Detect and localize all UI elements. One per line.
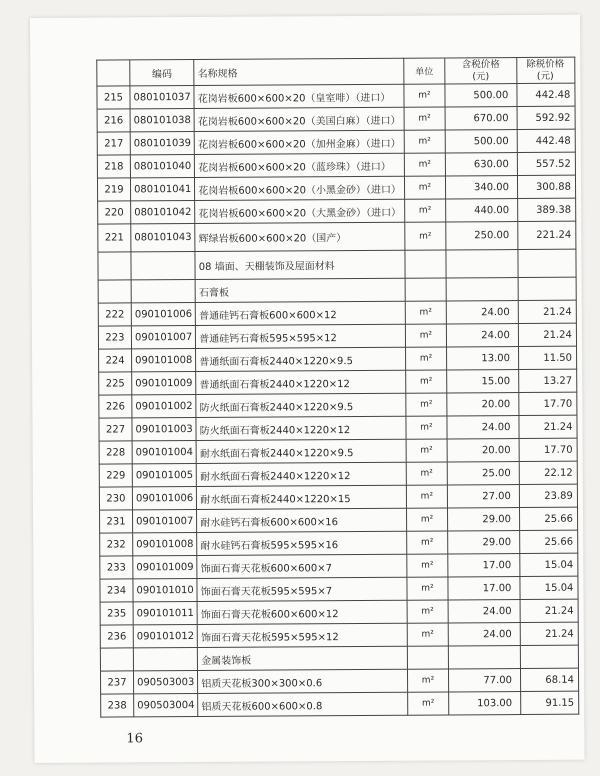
table-row <box>97 175 575 201</box>
item-code: 080101037 <box>130 85 194 108</box>
table-row <box>100 668 578 694</box>
section-price-notax-cell <box>518 249 576 277</box>
section-row <box>100 645 578 671</box>
item-code: 090101011 <box>133 601 197 624</box>
section-index-cell <box>100 648 133 671</box>
row-index: 225 <box>99 372 132 395</box>
section-unit-cell <box>405 278 446 301</box>
price-with-tax: 27.00 <box>447 485 519 508</box>
item-unit: m² <box>404 130 445 153</box>
item-unit: m² <box>406 370 447 393</box>
table-row <box>101 691 579 717</box>
item-name: 饰面石膏天花板600×600×7 <box>197 554 407 578</box>
table-row <box>98 300 576 326</box>
price-with-tax: 29.00 <box>448 531 520 554</box>
header-price-notax-line1: 除税价格 <box>526 58 565 70</box>
row-index: 231 <box>100 510 133 533</box>
table-row <box>99 369 577 395</box>
item-name: 普通纸面石膏板2440×1220×9.5 <box>196 347 406 371</box>
item-unit: m² <box>406 485 447 508</box>
price-without-tax: 557.52 <box>517 152 575 175</box>
row-index: 236 <box>100 625 133 648</box>
price-with-tax: 13.00 <box>446 347 518 370</box>
table-row <box>100 576 578 602</box>
item-name: 花岗岩板600×600×20（蓝珍珠）（进口） <box>195 153 405 177</box>
item-code: 090101007 <box>133 509 197 532</box>
item-name: 耐水硅钙石膏板595×595×16 <box>197 531 407 555</box>
section-price-tax-cell <box>446 278 518 301</box>
item-unit: m² <box>404 84 445 107</box>
price-with-tax: 24.00 <box>448 623 520 646</box>
item-name: 铝质天花板300×300×0.6 <box>198 669 408 693</box>
item-unit: m² <box>407 623 448 646</box>
table-row <box>99 346 577 372</box>
item-unit: m² <box>407 577 448 600</box>
table-header-row <box>97 57 575 86</box>
price-without-tax: 17.70 <box>519 438 577 461</box>
row-index: 235 <box>100 602 133 625</box>
item-code: 080101043 <box>131 223 195 251</box>
price-with-tax: 340.00 <box>445 176 517 199</box>
item-code: 090101006 <box>132 486 196 509</box>
item-code: 080101042 <box>131 200 195 223</box>
price-without-tax: 21.24 <box>520 599 578 622</box>
price-with-tax: 103.00 <box>449 692 521 715</box>
row-index: 230 <box>99 487 132 510</box>
item-code: 080101039 <box>130 131 194 154</box>
item-name: 耐水纸面石膏板2440×1220×9.5 <box>196 439 406 463</box>
item-unit: m² <box>407 600 448 623</box>
item-name: 花岗岩板600×600×20（美国白麻）（进口） <box>194 107 404 131</box>
item-code: 090101009 <box>133 555 197 578</box>
section-index-cell <box>98 252 131 280</box>
table-row <box>98 323 576 349</box>
item-unit: m² <box>406 508 447 531</box>
table-row <box>100 507 578 533</box>
item-code: 090101008 <box>132 348 196 371</box>
item-code: 090101010 <box>133 578 197 601</box>
table-row <box>98 198 576 224</box>
section-index-cell <box>98 280 131 303</box>
header-unit: 单位 <box>404 58 445 84</box>
item-code: 090503004 <box>134 693 198 716</box>
row-index: 237 <box>100 671 133 694</box>
price-without-tax: 23.89 <box>519 484 577 507</box>
price-with-tax: 24.00 <box>447 416 519 439</box>
table-row <box>99 392 577 418</box>
section-title: 石膏板 <box>195 278 405 302</box>
price-with-tax: 24.00 <box>446 324 518 347</box>
item-name: 普通硅钙石膏板595×595×12 <box>196 324 406 348</box>
price-with-tax: 500.00 <box>445 84 517 107</box>
table-row <box>98 221 576 252</box>
section-price-notax-cell <box>520 645 578 668</box>
price-with-tax: 25.00 <box>447 462 519 485</box>
table-row <box>97 152 575 178</box>
table-row <box>100 622 578 648</box>
item-code: 090101003 <box>132 417 196 440</box>
row-index: 227 <box>99 418 132 441</box>
price-with-tax: 15.00 <box>447 370 519 393</box>
item-code: 090101006 <box>131 302 195 325</box>
price-without-tax: 21.24 <box>519 415 577 438</box>
price-without-tax: 389.38 <box>518 198 576 221</box>
price-without-tax: 221.24 <box>518 221 576 249</box>
section-price-tax-cell <box>446 250 518 278</box>
item-unit: m² <box>404 176 445 199</box>
row-index: 216 <box>97 109 130 132</box>
price-without-tax: 21.24 <box>518 323 576 346</box>
item-code: 090101008 <box>133 532 197 555</box>
table-body <box>97 83 579 717</box>
item-unit: m² <box>405 301 446 324</box>
price-without-tax: 21.24 <box>520 622 578 645</box>
section-title: 08 墙面、天棚装饰及屋面材料 <box>195 250 405 279</box>
item-name: 辉绿岩板600×600×20（国产） <box>195 222 405 251</box>
row-index: 229 <box>99 464 132 487</box>
item-unit: m² <box>405 222 446 250</box>
row-index: 228 <box>99 441 132 464</box>
header-price-tax-line1: 含税价格 <box>461 58 500 70</box>
item-name: 耐水纸面石膏板2440×1220×15 <box>197 485 407 509</box>
price-with-tax: 29.00 <box>447 508 519 531</box>
item-name: 普通纸面石膏板2440×1220×12 <box>196 370 406 394</box>
item-name: 铝质天花板600×600×0.8 <box>198 692 408 716</box>
section-title: 金属装饰板 <box>198 646 408 670</box>
document-page <box>30 15 585 763</box>
item-name: 饰面石膏天花板595×595×7 <box>197 577 407 601</box>
price-without-tax: 15.04 <box>520 576 578 599</box>
row-index: 221 <box>98 224 131 252</box>
table-row <box>97 129 575 155</box>
row-index: 238 <box>101 694 134 717</box>
section-code-cell <box>131 279 195 302</box>
item-code: 090101012 <box>133 624 197 647</box>
header-index <box>97 60 130 86</box>
price-without-tax: 25.66 <box>519 507 577 530</box>
price-with-tax: 17.00 <box>448 577 520 600</box>
item-unit: m² <box>405 199 446 222</box>
item-unit: m² <box>407 669 448 692</box>
price-with-tax: 670.00 <box>445 107 517 130</box>
price-with-tax: 20.00 <box>447 439 519 462</box>
item-code: 090101009 <box>132 371 196 394</box>
table-row <box>99 415 577 441</box>
item-name: 耐水纸面石膏板2440×1220×12 <box>196 462 406 486</box>
price-without-tax: 442.48 <box>517 129 575 152</box>
section-price-notax-cell <box>518 277 576 300</box>
price-with-tax: 20.00 <box>447 393 519 416</box>
item-code: 080101041 <box>130 177 194 200</box>
section-code-cell <box>133 647 197 670</box>
table-row <box>100 599 578 625</box>
item-name: 防火纸面石膏板2440×1220×9.5 <box>196 393 406 417</box>
price-without-tax: 15.04 <box>520 553 578 576</box>
price-with-tax: 24.00 <box>446 301 518 324</box>
table-row <box>97 106 575 132</box>
price-without-tax: 68.14 <box>520 668 578 691</box>
table-row <box>99 484 577 510</box>
row-index: 217 <box>97 132 130 155</box>
row-index: 222 <box>98 303 131 326</box>
item-unit: m² <box>404 153 445 176</box>
item-name: 花岗岩板600×600×20（加州金麻）（进口） <box>194 130 404 154</box>
price-with-tax: 17.00 <box>448 554 520 577</box>
item-name: 花岗岩板600×600×20（小黑金砂）（进口） <box>195 176 405 200</box>
row-index: 233 <box>100 556 133 579</box>
price-table <box>96 57 579 718</box>
price-without-tax: 13.27 <box>519 369 577 392</box>
item-unit: m² <box>408 692 449 715</box>
item-name: 饰面石膏天花板595×595×12 <box>197 623 407 647</box>
item-unit: m² <box>406 439 447 462</box>
item-unit: m² <box>407 554 448 577</box>
price-with-tax: 77.00 <box>448 669 520 692</box>
price-with-tax: 630.00 <box>445 153 517 176</box>
price-without-tax: 91.15 <box>521 691 579 714</box>
section-unit-cell <box>407 646 448 669</box>
page-number: 16 <box>126 731 143 747</box>
section-code-cell <box>131 251 195 279</box>
item-name: 防火纸面石膏板2440×1220×12 <box>196 416 406 440</box>
header-price-notax <box>517 57 575 83</box>
table-row <box>99 438 577 464</box>
price-without-tax: 442.48 <box>517 83 575 106</box>
item-code: 090101007 <box>131 325 195 348</box>
item-name: 饰面石膏天花板600×600×12 <box>197 600 407 624</box>
item-code: 090101002 <box>132 394 196 417</box>
item-code: 090503003 <box>133 670 197 693</box>
item-name: 普通硅钙石膏板600×600×12 <box>196 301 406 325</box>
header-name: 名称规格 <box>194 58 404 85</box>
header-code: 编码 <box>130 59 194 85</box>
item-name: 花岗岩板600×600×20（皇室啡）（进口） <box>194 84 404 108</box>
table-row <box>99 461 577 487</box>
item-unit: m² <box>406 416 447 439</box>
item-unit: m² <box>404 107 445 130</box>
item-unit: m² <box>405 347 446 370</box>
row-index: 226 <box>99 395 132 418</box>
section-row <box>98 277 576 303</box>
table-row <box>100 553 578 579</box>
row-index: 234 <box>100 579 133 602</box>
item-code: 090101004 <box>132 440 196 463</box>
section-unit-cell <box>405 250 446 278</box>
row-index: 232 <box>100 533 133 556</box>
item-unit: m² <box>407 531 448 554</box>
row-index: 220 <box>98 201 131 224</box>
row-index: 224 <box>99 349 132 372</box>
table-row <box>100 530 578 556</box>
item-unit: m² <box>405 324 446 347</box>
item-code: 080101040 <box>130 154 194 177</box>
price-without-tax: 21.24 <box>518 300 576 323</box>
header-price-tax <box>445 58 517 84</box>
price-without-tax: 25.66 <box>520 530 578 553</box>
section-price-tax-cell <box>448 646 520 669</box>
price-with-tax: 250.00 <box>446 222 518 250</box>
price-with-tax: 500.00 <box>445 130 517 153</box>
header-price-notax-line2: (元) <box>536 70 554 82</box>
item-name: 耐水硅钙石膏板600×600×16 <box>197 508 407 532</box>
row-index: 219 <box>97 178 130 201</box>
price-with-tax: 440.00 <box>446 199 518 222</box>
item-name: 花岗岩板600×600×20（大黑金砂）（进口） <box>195 199 405 223</box>
item-unit: m² <box>406 393 447 416</box>
price-without-tax: 17.70 <box>519 392 577 415</box>
header-price-tax-line2: (元) <box>472 70 490 82</box>
item-code: 090101005 <box>132 463 196 486</box>
item-code: 080101038 <box>130 108 194 131</box>
row-index: 223 <box>98 326 131 349</box>
price-without-tax: 22.12 <box>519 461 577 484</box>
price-without-tax: 592.92 <box>517 106 575 129</box>
price-without-tax: 300.88 <box>517 175 575 198</box>
item-unit: m² <box>406 462 447 485</box>
row-index: 215 <box>97 86 130 109</box>
row-index: 218 <box>97 155 130 178</box>
price-without-tax: 11.50 <box>518 346 576 369</box>
section-row <box>98 249 576 280</box>
price-with-tax: 24.00 <box>448 600 520 623</box>
table-row <box>97 83 575 109</box>
